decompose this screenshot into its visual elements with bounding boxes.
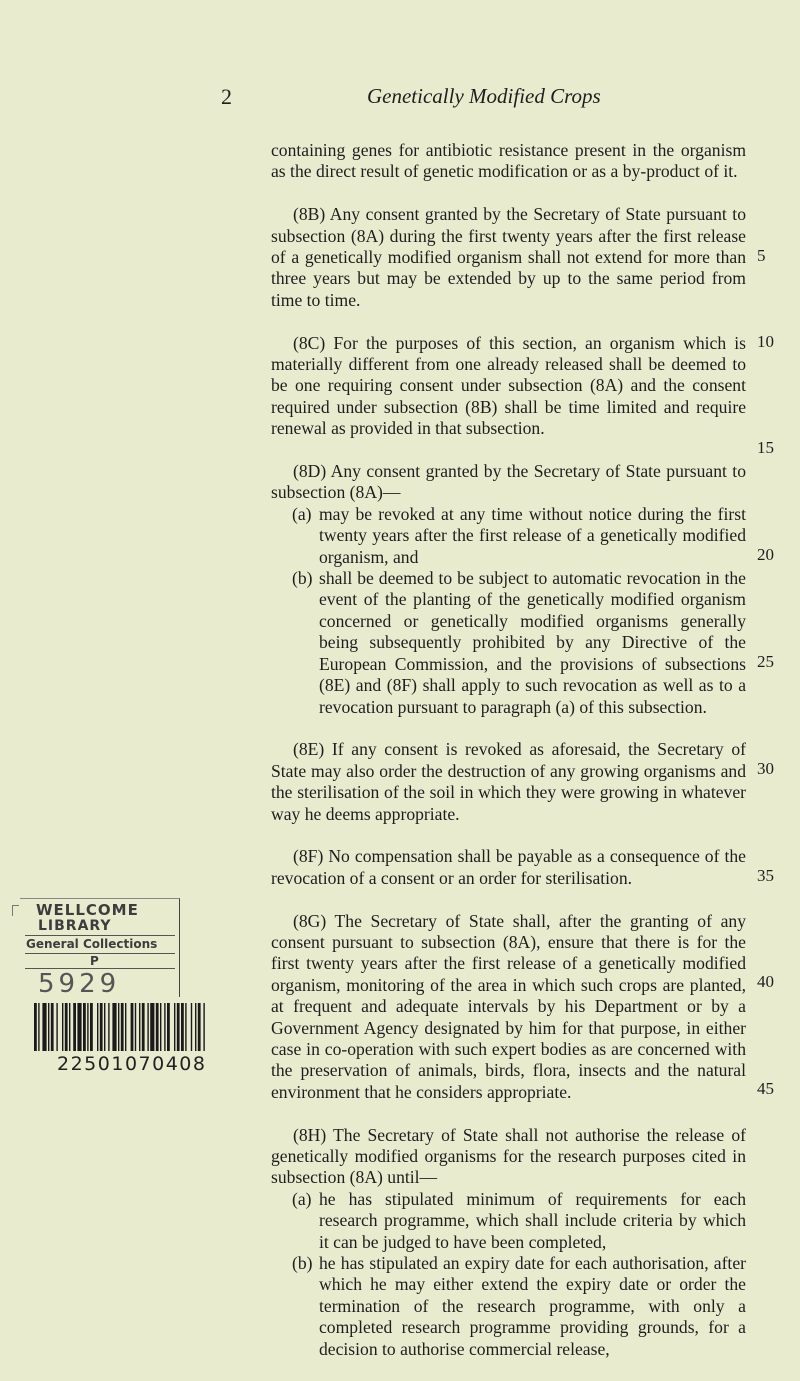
barcode-bar — [62, 1003, 63, 1051]
barcode-bar — [112, 1003, 116, 1051]
paragraph-8h-items — [271, 1189, 746, 1360]
barcode-bar — [118, 1003, 119, 1051]
barcode-bar — [195, 1003, 196, 1051]
library-collection: General Collections — [26, 937, 158, 951]
barcode-bar — [135, 1003, 136, 1051]
barcode-bar — [160, 1003, 161, 1051]
library-shelf-number: 5929 — [38, 969, 121, 999]
paragraph-8d-items — [271, 504, 746, 718]
barcode-bar — [191, 1003, 192, 1051]
item-label: (a) — [292, 1188, 312, 1209]
barcode-bar — [100, 1003, 103, 1051]
library-shelfmark: P — [90, 954, 99, 968]
barcode-bar — [34, 1003, 37, 1051]
document-body — [271, 140, 746, 1381]
list-item — [271, 1253, 746, 1360]
barcode-bar — [181, 1003, 184, 1051]
barcode-bar — [167, 1003, 170, 1051]
barcode-bar — [147, 1003, 148, 1051]
library-name: WELLCOME — [36, 901, 139, 919]
label-divider — [25, 935, 175, 936]
barcode-bar — [198, 1003, 201, 1051]
barcode-bar — [121, 1003, 124, 1051]
barcode-bar — [203, 1003, 204, 1051]
barcode-bar — [73, 1003, 76, 1051]
paragraph-8g: (8G) The Secretary of State shall, after the granting of any consent pursuant to subsection (8A), ensure that there is for the first twenty years after the first release of a genetically modified organism, monitoring of the area in which such crops are planted, at frequent and adequate intervals by his Department or by a Government Agency designated by him for that purpose, in either case in co-operation with such expert bodies as are concerned with the preservation of animals, birds, flora, insects and the natural environment that he considers appropriate. — [271, 910, 746, 1102]
barcode-bar — [65, 1003, 68, 1051]
paragraph-8d: (8D) Any consent granted by the Secretary of State pursuant to subsection (8A)— — [271, 461, 746, 503]
barcode-bar — [69, 1003, 70, 1051]
page-edge-mark — [12, 905, 19, 916]
item-label: (b) — [292, 1253, 313, 1274]
item-label: (a) — [292, 503, 312, 524]
barcode-bar — [38, 1003, 39, 1051]
barcode-bar — [48, 1003, 49, 1051]
paragraph-8b: (8B) Any consent granted by the Secretary of State pursuant to subsection (8A) during the first twenty years after the first release of a genetically modified organism shall not extend for more than three years but may be extended by up to the same period from time to time. — [271, 204, 746, 310]
page-number: 2 — [221, 84, 232, 109]
barcode-bar — [164, 1003, 165, 1051]
barcode-bar — [83, 1003, 86, 1051]
barcode-bar — [150, 1003, 154, 1051]
barcode-bar — [108, 1003, 109, 1051]
item-text: he has stipulated an expiry date for each authorisation, after which he may either extend the expiry date or order the termination of the research programme, with only a completed research programme providing grounds, for a decision to authorise commercial release, — [319, 1253, 746, 1359]
barcode-bar — [90, 1003, 93, 1051]
item-text: may be revoked at any time without notice during the first twenty years after the first release of a genetically modified organism, and — [319, 503, 746, 567]
barcode-bar — [51, 1003, 54, 1051]
barcode-bar — [56, 1003, 57, 1051]
library-label — [20, 898, 180, 997]
list-item — [271, 504, 746, 568]
label-divider — [25, 953, 175, 954]
line-number: 35 — [757, 866, 774, 885]
barcode-bar — [142, 1003, 145, 1051]
paragraph-8e: (8E) If any consent is revoked as aforesaid, the Secretary of State may also order the destruction of any growing organisms and the sterilisation of the soil in which they were growing in whatever way he deems appropriate. — [271, 739, 746, 824]
barcode-bar — [104, 1003, 105, 1051]
list-item — [271, 568, 746, 718]
item-label: (b) — [292, 568, 313, 589]
barcode-number: 22501070408 — [57, 1053, 207, 1075]
line-number: 5 — [757, 246, 766, 265]
barcode-bar — [185, 1003, 186, 1051]
barcode-bar — [131, 1003, 134, 1051]
barcode-bar — [139, 1003, 140, 1051]
running-title: Genetically Modified Crops — [367, 84, 601, 108]
barcode-bar — [97, 1003, 98, 1051]
list-item — [271, 1189, 746, 1253]
paragraph-8h: (8H) The Secretary of State shall not authorise the release of genetically modified organisms for the research purposes cited in subsection (8A) until— — [271, 1124, 746, 1188]
barcode-bar — [77, 1003, 81, 1051]
barcode-bar — [87, 1003, 88, 1051]
paragraph-continuation: containing genes for antibiotic resistance present in the organism as the direct result of genetic modification or as a by-product of it. — [271, 140, 746, 182]
barcode-bar — [174, 1003, 175, 1051]
paragraph-8c: (8C) For the purposes of this section, an organism which is materially different from one already released shall be deemed to be one requiring consent under subsection (8A) and the consent required under subsection (8B) shall be time limited and require renewal as provided in that subsection. — [271, 332, 746, 439]
line-number: 20 — [757, 545, 774, 564]
line-number: 10 — [757, 332, 774, 351]
item-text: he has stipulated minimum of requirements for each research programme, which shall include criteria by which it can be judged to have been completed, — [319, 1188, 746, 1252]
line-number: 15 — [757, 438, 774, 457]
barcode-bar — [177, 1003, 180, 1051]
barcode — [30, 1003, 280, 1053]
barcode-bar — [156, 1003, 159, 1051]
paragraph-8f: (8F) No compensation shall be payable as a consequence of the revocation of a consent or an order for sterilisation. — [271, 846, 746, 888]
library-subtitle: LIBRARY — [38, 918, 112, 934]
barcode-bar — [125, 1003, 126, 1051]
line-number: 45 — [757, 1079, 774, 1098]
item-text: shall be deemed to be subject to automatic revocation in the event of the planting of the genetically modified organism concerned or genetically modified organisms generally being subsequently prohibited by any Directive of the European Commission, and the provisions of subsections (8E) and (8F) shall apply to such revocation as well as to a revocation pursuant to paragraph (a) of this subsection. — [319, 568, 746, 717]
line-number: 40 — [757, 972, 774, 991]
line-number: 30 — [757, 759, 774, 778]
line-number: 25 — [757, 652, 774, 671]
barcode-bar — [42, 1003, 46, 1051]
